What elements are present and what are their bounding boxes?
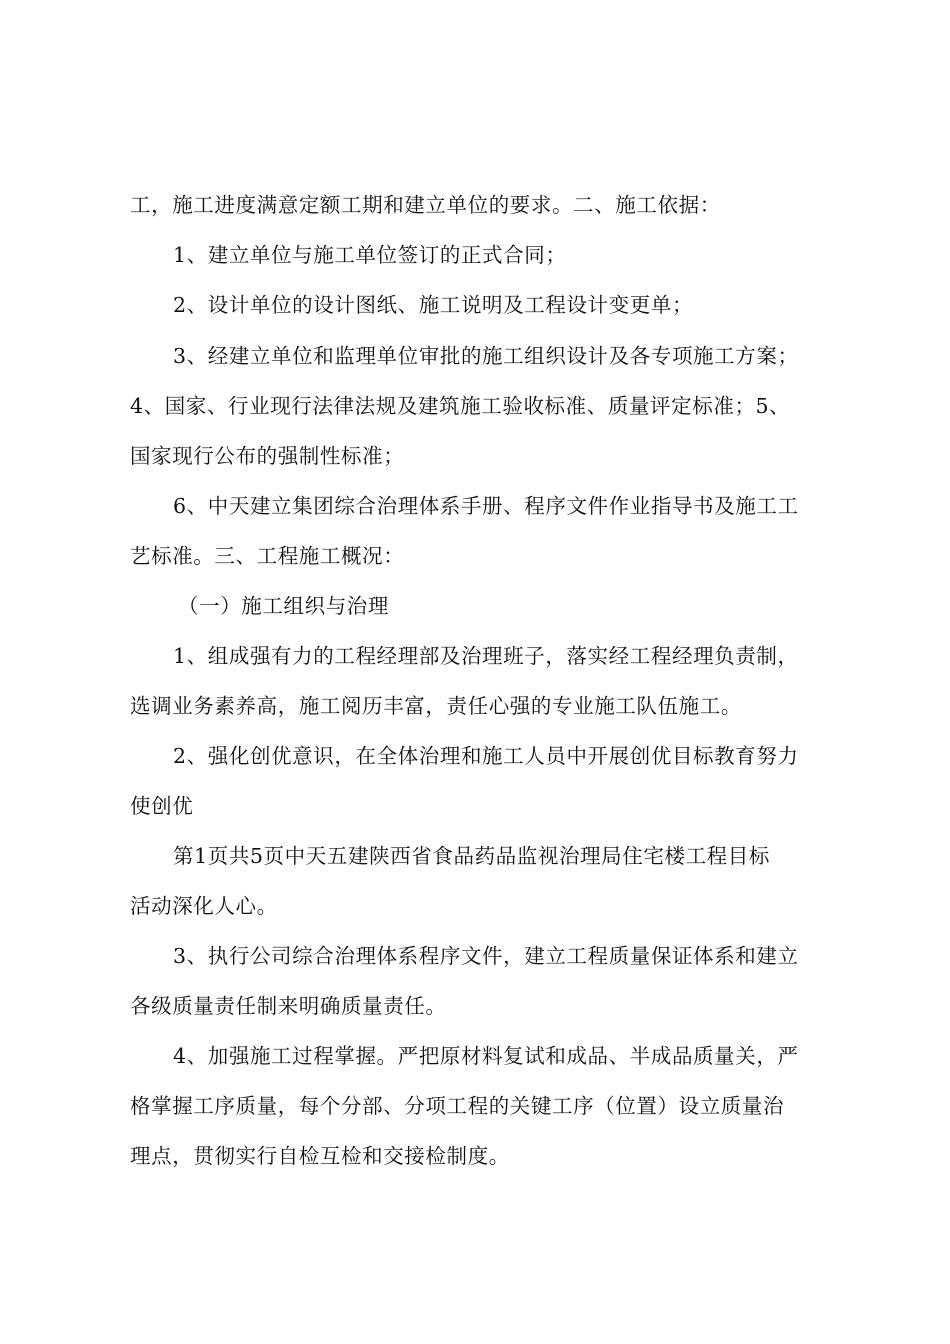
text-line: 格掌握工序质量，每个分部、分项工程的关键工序（位置）设立质量治 [130,1094,785,1118]
section-heading: （一）施工组织与治理 [178,594,389,618]
text-line: 2、设计单位的设计图纸、施工说明及工程设计变更单； [173,293,694,317]
text-line: 6、中天建立集团综合治理体系手册、程序文件作业指导书及施工工 [173,494,799,518]
text-line: 各级质量责任制来明确质量责任。 [130,994,447,1018]
text-line: 艺标准。三、工程施工概况： [130,544,405,568]
text-line: 理点，贯彻实行自检互检和交接检制度。 [130,1144,510,1168]
text-line: 2、强化创优意识，在全体治理和施工人员中开展创优目标教育努力 [173,744,799,768]
text-line: 4、加强施工过程掌握。严把原材料复试和成品、半成品质量关，严 [173,1044,799,1068]
text-line: 1、组成强有力的工程经理部及治理班子，落实经工程经理负责制， [173,644,799,668]
text-line: 4、国家、行业现行法律法规及建筑施工验收标准、质量评定标准；5、 [130,394,791,418]
text-line: 选调业务素养高，施工阅历丰富，责任心强的专业施工队伍施工。 [130,694,742,718]
text-line: 工，施工进度满意定额工期和建立单位的要求。二、施工依据： [130,193,721,217]
text-line: 3、执行公司综合治理体系程序文件，建立工程质量保证体系和建立 [173,944,799,968]
text-line: 3、经建立单位和监理单位审批的施工组织设计及各专项施工方案； [173,344,799,368]
text-line: 国家现行公布的强制性标准； [130,444,405,468]
page-footer-line: 第1页共5页中天五建陕西省食品药品监视治理局住宅楼工程目标 [173,844,770,868]
text-line: 1、建立单位与施工单位签订的正式合同； [173,243,567,267]
text-line: 使创优 [130,794,194,818]
text-line: 活动深化人心。 [130,894,278,918]
